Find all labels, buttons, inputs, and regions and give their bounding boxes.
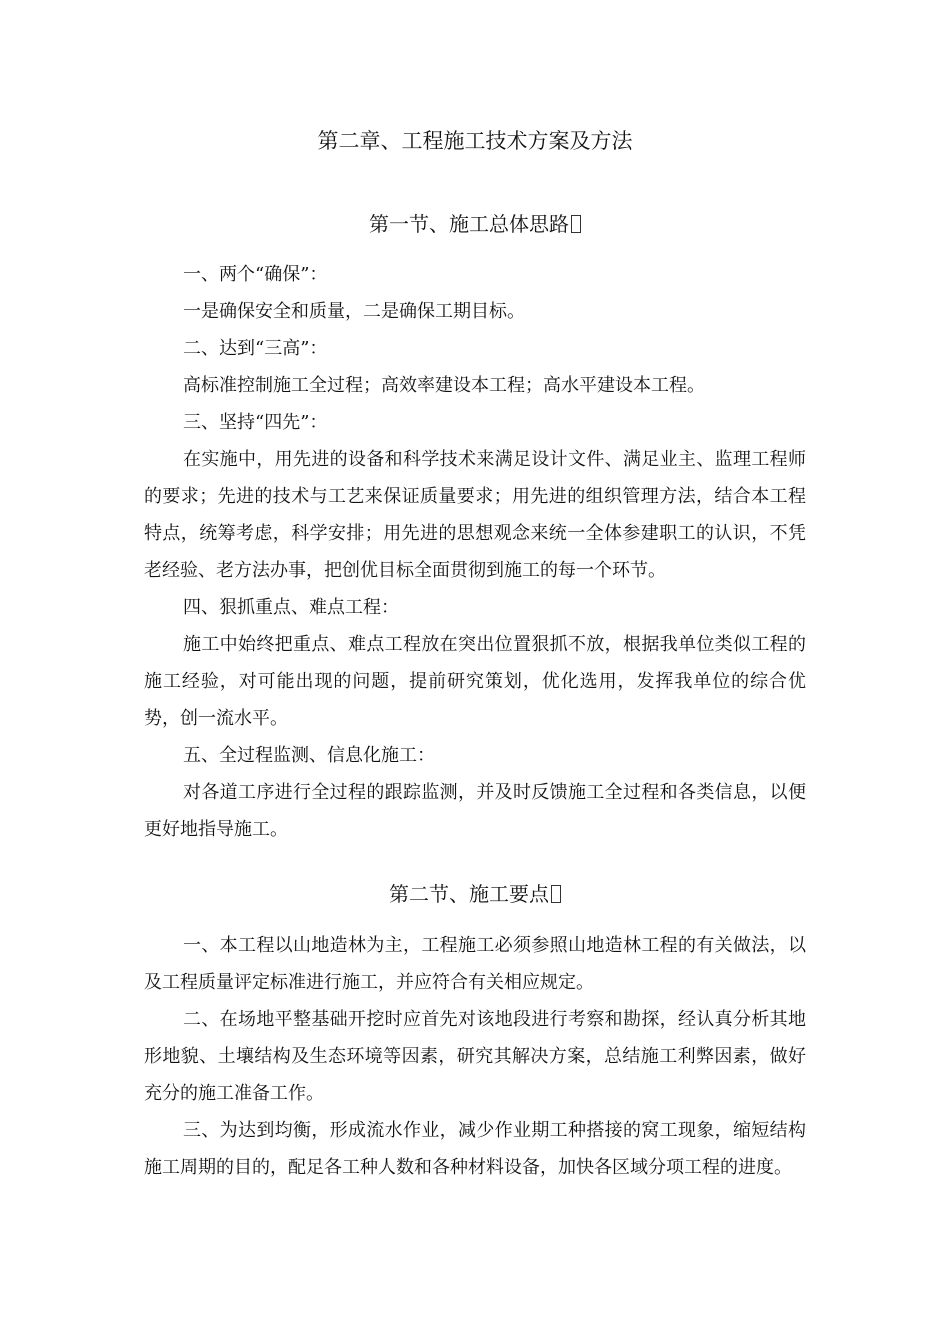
paragraph: 三、为达到均衡，形成流水作业，减少作业期工种搭接的窝工现象，缩短结构施工周期的目的，配足各工种人数和各种材料设备，加快各区域分项工程的进度。 (144, 1120, 806, 1178)
section-2-body (144, 927, 806, 1186)
section-1-body (144, 256, 806, 848)
paragraph: 五、全过程监测、信息化施工： (183, 745, 435, 766)
paragraph: 高标准控制施工全过程；高效率建设本工程；高水平建设本工程。 (183, 375, 705, 396)
section-title-2 (0, 877, 950, 911)
paragraph: 一、本工程以山地造林为主，工程施工必须参照山地造林工程的有关做法，以及工程质量评定标准进行施工，并应符合有关相应规定。 (144, 935, 806, 993)
section-title-2-text: 第二节、施工要点 (389, 882, 549, 906)
missing-glyph-box-icon (551, 885, 561, 903)
chapter-title: 第二章、工程施工技术方案及方法 (317, 129, 633, 153)
paragraph: 一、两个“确保”： (183, 264, 328, 285)
paragraph: 对各道工序进行全过程的跟踪监测，并及时反馈施工全过程和各类信息，以便更好地指导施工。 (144, 782, 806, 840)
paragraph: 二、达到“三高”： (183, 338, 328, 359)
paragraph: 施工中始终把重点、难点工程放在突出位置狠抓不放，根据我单位类似工程的施工经验，对可能出现的问题，提前研究策划，优化选用，发挥我单位的综合优势，创一流水平。 (144, 634, 806, 729)
paragraph: 三、坚持“四先”： (183, 412, 328, 433)
paragraph: 四、狠抓重点、难点工程： (183, 597, 399, 618)
section-title-1-text: 第一节、施工总体思路 (369, 212, 569, 236)
section-title-1 (0, 207, 950, 241)
paragraph: 一是确保安全和质量，二是确保工期目标。 (183, 301, 525, 322)
paragraph: 在实施中，用先进的设备和科学技术来满足设计文件、满足业主、监理工程师的要求；先进的技术与工艺来保证质量要求；用先进的组织管理方法，结合本工程特点，统筹考虑，科学安排；用先进的思想观念来统一全体参建职工的认识，不凭老经验、老方法办事，把创优目标全面贯彻到施工的每一个环节。 (144, 449, 806, 581)
missing-glyph-box-icon (571, 215, 581, 233)
paragraph: 二、在场地平整基础开挖时应首先对该地段进行考察和勘探，经认真分析其地形地貌、土壤结构及生态环境等因素，研究其解决方案，总结施工利弊因素，做好充分的施工准备工作。 (144, 1009, 806, 1104)
